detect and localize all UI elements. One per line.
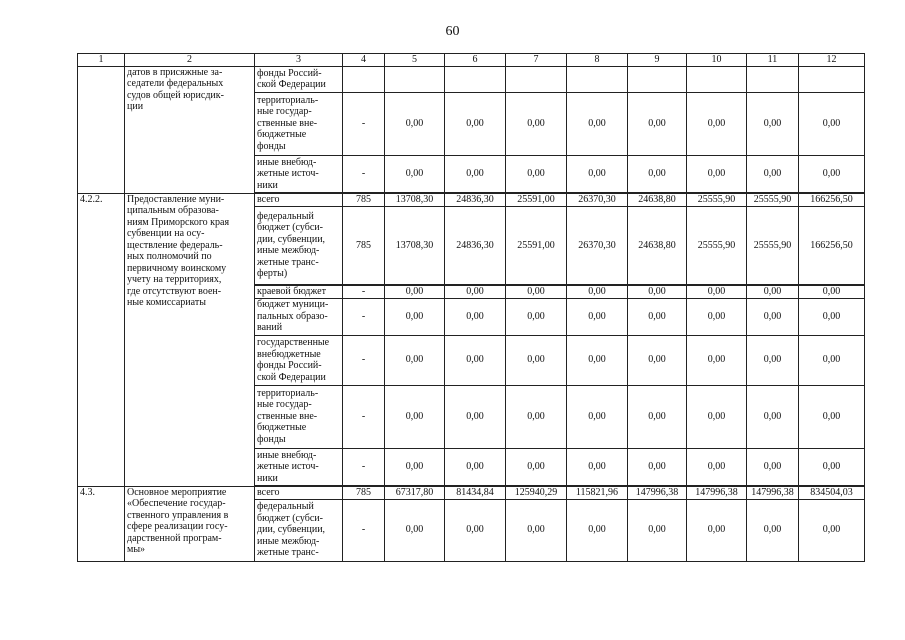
funding-source: всего <box>255 193 343 206</box>
value-cell: 0,00 <box>506 92 567 155</box>
value-cell <box>445 66 506 92</box>
value-cell: 0,00 <box>747 335 799 385</box>
value-cell: 0,00 <box>445 298 506 335</box>
value-cell: 0,00 <box>628 298 687 335</box>
column-header: 10 <box>687 54 747 67</box>
value-cell: 0,00 <box>799 298 865 335</box>
value-cell: 0,00 <box>506 155 567 193</box>
header-row <box>78 54 865 67</box>
value-cell: 785 <box>343 486 385 499</box>
value-cell: 0,00 <box>687 92 747 155</box>
value-cell: 26370,30 <box>567 206 628 285</box>
value-cell: 834504,03 <box>799 486 865 499</box>
funding-source: территориаль- ные государ- ственные вне- бюджетные фонды <box>255 92 343 155</box>
value-cell: 166256,50 <box>799 193 865 206</box>
value-cell: 115821,96 <box>567 486 628 499</box>
page-number: 60 <box>445 24 460 39</box>
table-row <box>78 193 865 206</box>
column-header: 12 <box>799 54 865 67</box>
column-header: 3 <box>255 54 343 67</box>
value-cell: 0,00 <box>687 335 747 385</box>
value-cell: 785 <box>343 193 385 206</box>
funding-source: всего <box>255 486 343 499</box>
value-cell: 0,00 <box>628 335 687 385</box>
budget-table <box>77 53 865 562</box>
value-cell: 0,00 <box>506 448 567 486</box>
value-cell: - <box>343 298 385 335</box>
table-row <box>78 66 865 92</box>
column-header: 6 <box>445 54 506 67</box>
item-number-cell <box>78 66 125 193</box>
value-cell: 0,00 <box>687 285 747 298</box>
value-cell <box>747 66 799 92</box>
value-cell: 0,00 <box>799 285 865 298</box>
funding-source: краевой бюджет <box>255 285 343 298</box>
value-cell: 147996,38 <box>747 486 799 499</box>
value-cell: 26370,30 <box>567 193 628 206</box>
item-description: датов в присяжные за- седатели федеральных судов общей юрисдик- ции <box>125 66 255 193</box>
value-cell: - <box>343 335 385 385</box>
value-cell <box>506 66 567 92</box>
value-cell: 0,00 <box>687 499 747 561</box>
value-cell: 0,00 <box>445 92 506 155</box>
funding-source: государственные внебюджетные фонды Россий- ской Федерации <box>255 335 343 385</box>
value-cell: 0,00 <box>385 155 445 193</box>
value-cell: 125940,29 <box>506 486 567 499</box>
item-number-cell: 4.3. <box>78 486 125 561</box>
value-cell: 0,00 <box>445 499 506 561</box>
value-cell: 0,00 <box>687 155 747 193</box>
value-cell: - <box>343 385 385 448</box>
value-cell: 24638,80 <box>628 193 687 206</box>
value-cell: 0,00 <box>385 385 445 448</box>
value-cell: 0,00 <box>506 385 567 448</box>
column-header: 11 <box>747 54 799 67</box>
value-cell: 0,00 <box>567 92 628 155</box>
value-cell: 166256,50 <box>799 206 865 285</box>
value-cell: 13708,30 <box>385 193 445 206</box>
value-cell: 0,00 <box>567 298 628 335</box>
value-cell: 25591,00 <box>506 206 567 285</box>
value-cell: 0,00 <box>628 499 687 561</box>
value-cell: 0,00 <box>687 385 747 448</box>
value-cell: 0,00 <box>385 499 445 561</box>
value-cell: 0,00 <box>385 92 445 155</box>
value-cell: 0,00 <box>385 448 445 486</box>
value-cell: 0,00 <box>506 499 567 561</box>
value-cell <box>628 66 687 92</box>
column-header: 7 <box>506 54 567 67</box>
value-cell: - <box>343 155 385 193</box>
value-cell: 0,00 <box>567 335 628 385</box>
column-header: 8 <box>567 54 628 67</box>
value-cell: - <box>343 499 385 561</box>
item-description: Предоставление муни- ципальным образова- ниям Приморского края субвенции на осу- ществление федераль- ных полномочий по первичному воинскому учету на территориях, где отсутствуют воен- ные комиссариаты <box>125 193 255 486</box>
value-cell: 25555,90 <box>747 206 799 285</box>
table-row <box>78 486 865 499</box>
value-cell: 0,00 <box>747 298 799 335</box>
value-cell: 147996,38 <box>628 486 687 499</box>
column-header: 1 <box>78 54 125 67</box>
value-cell: 0,00 <box>567 499 628 561</box>
value-cell: 67317,80 <box>385 486 445 499</box>
value-cell: 0,00 <box>747 385 799 448</box>
value-cell: 0,00 <box>445 155 506 193</box>
value-cell <box>799 66 865 92</box>
value-cell: 0,00 <box>445 385 506 448</box>
value-cell: 0,00 <box>799 335 865 385</box>
value-cell: 0,00 <box>506 285 567 298</box>
value-cell: 0,00 <box>567 385 628 448</box>
value-cell: 0,00 <box>628 155 687 193</box>
value-cell: 0,00 <box>628 385 687 448</box>
funding-source: иные внебюд- жетные источ- ники <box>255 155 343 193</box>
value-cell: 25555,90 <box>687 206 747 285</box>
column-header: 9 <box>628 54 687 67</box>
value-cell: 0,00 <box>445 285 506 298</box>
funding-source: федеральный бюджет (субси- дии, субвенции, иные межбюд- жетные транс- ферты) <box>255 206 343 285</box>
value-cell: 25591,00 <box>506 193 567 206</box>
value-cell: 0,00 <box>506 335 567 385</box>
funding-source: федеральный бюджет (субси- дии, субвенции, иные межбюд- жетные транс- <box>255 499 343 561</box>
value-cell: 0,00 <box>799 155 865 193</box>
item-number-cell: 4.2.2. <box>78 193 125 486</box>
value-cell: 785 <box>343 206 385 285</box>
value-cell <box>567 66 628 92</box>
value-cell: - <box>343 92 385 155</box>
value-cell: 0,00 <box>567 155 628 193</box>
item-description: Основное мероприятие «Обеспечение государ- ственного управления в сфере реализации госу- дарственной програм- мы» <box>125 486 255 561</box>
value-cell: 0,00 <box>687 298 747 335</box>
value-cell: 24836,30 <box>445 206 506 285</box>
value-cell <box>385 66 445 92</box>
value-cell: 0,00 <box>628 448 687 486</box>
value-cell: 0,00 <box>747 448 799 486</box>
funding-source: бюджет муници- пальных образо- ваний <box>255 298 343 335</box>
value-cell: 0,00 <box>747 92 799 155</box>
column-header: 5 <box>385 54 445 67</box>
column-header: 4 <box>343 54 385 67</box>
value-cell: 0,00 <box>445 335 506 385</box>
value-cell: 0,00 <box>799 448 865 486</box>
funding-source: территориаль- ные государ- ственные вне- бюджетные фонды <box>255 385 343 448</box>
column-header: 2 <box>125 54 255 67</box>
value-cell: 0,00 <box>628 92 687 155</box>
value-cell: 0,00 <box>799 499 865 561</box>
value-cell: 0,00 <box>747 285 799 298</box>
value-cell: 24836,30 <box>445 193 506 206</box>
value-cell: 25555,90 <box>747 193 799 206</box>
value-cell: 0,00 <box>385 298 445 335</box>
value-cell: - <box>343 285 385 298</box>
value-cell: 0,00 <box>506 298 567 335</box>
funding-source: иные внебюд- жетные источ- ники <box>255 448 343 486</box>
value-cell: 0,00 <box>385 285 445 298</box>
value-cell: 0,00 <box>747 155 799 193</box>
funding-source: фонды Россий- ской Федерации <box>255 66 343 92</box>
value-cell: 25555,90 <box>687 193 747 206</box>
value-cell: 147996,38 <box>687 486 747 499</box>
value-cell: 0,00 <box>567 448 628 486</box>
value-cell: 0,00 <box>567 285 628 298</box>
value-cell: 0,00 <box>687 448 747 486</box>
value-cell: 0,00 <box>799 385 865 448</box>
value-cell: 0,00 <box>385 335 445 385</box>
value-cell <box>343 66 385 92</box>
value-cell: - <box>343 448 385 486</box>
value-cell: 0,00 <box>747 499 799 561</box>
value-cell: 81434,84 <box>445 486 506 499</box>
value-cell: 0,00 <box>445 448 506 486</box>
value-cell: 24638,80 <box>628 206 687 285</box>
value-cell: 0,00 <box>799 92 865 155</box>
value-cell: 13708,30 <box>385 206 445 285</box>
value-cell <box>687 66 747 92</box>
value-cell: 0,00 <box>628 285 687 298</box>
